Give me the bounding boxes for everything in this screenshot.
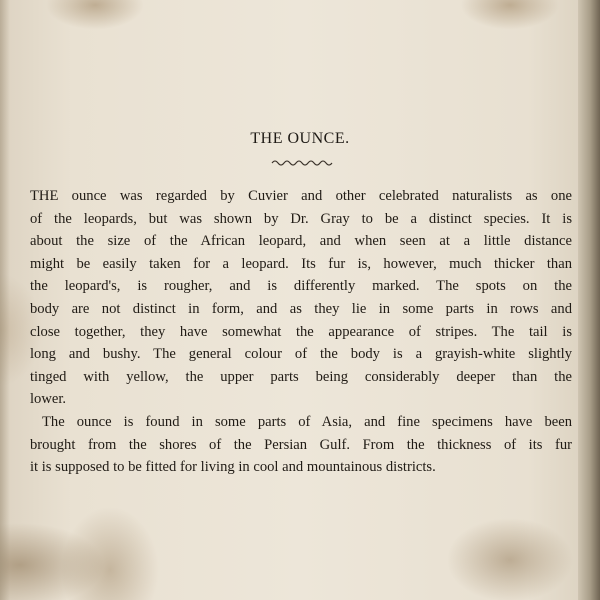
text-line: close together, they have somewhat the appearance of stripes. The tail is [30, 323, 572, 340]
text-line: it is supposed to be fitted for living in cool and mountainous districts. [30, 459, 436, 476]
text-line: The ounce is found in some parts of Asia, and fine specimens have been [42, 413, 572, 430]
article-body [30, 185, 572, 479]
text-line: long and bushy. The general colour of the body is a grayish-white slightly [30, 346, 572, 363]
paragraph-2 [30, 411, 572, 479]
text-line: might be easily taken for a leopard. Its fur is, however, much thicker than [30, 255, 572, 272]
text-line: body are not distinct in form, and as they lie in some parts in rows and [30, 300, 572, 317]
text-line: about the size of the African leopard, and when seen at a little distance [30, 233, 572, 250]
text-line: brought from the shores of the Persian Gulf. From the thickness of its fur [30, 436, 572, 453]
page-left-shadow [0, 0, 10, 600]
page-right-edge [578, 0, 600, 600]
text-line: tinged with yellow, the upper parts being considerably deeper than the [30, 368, 572, 385]
text-line: THE ounce was regarded by Cuvier and other celebrated naturalists as one [30, 188, 572, 204]
text-line: the leopard's, is rougher, and is differently marked. The spots on the [30, 278, 572, 295]
paragraph-1 [30, 185, 572, 411]
page-title: THE OUNCE. [250, 130, 350, 147]
text-line: of the leopards, but was shown by Dr. Gray to be a distinct species. It is [30, 210, 572, 227]
text-line: lower. [30, 391, 67, 408]
wavy-divider-icon [270, 158, 334, 168]
